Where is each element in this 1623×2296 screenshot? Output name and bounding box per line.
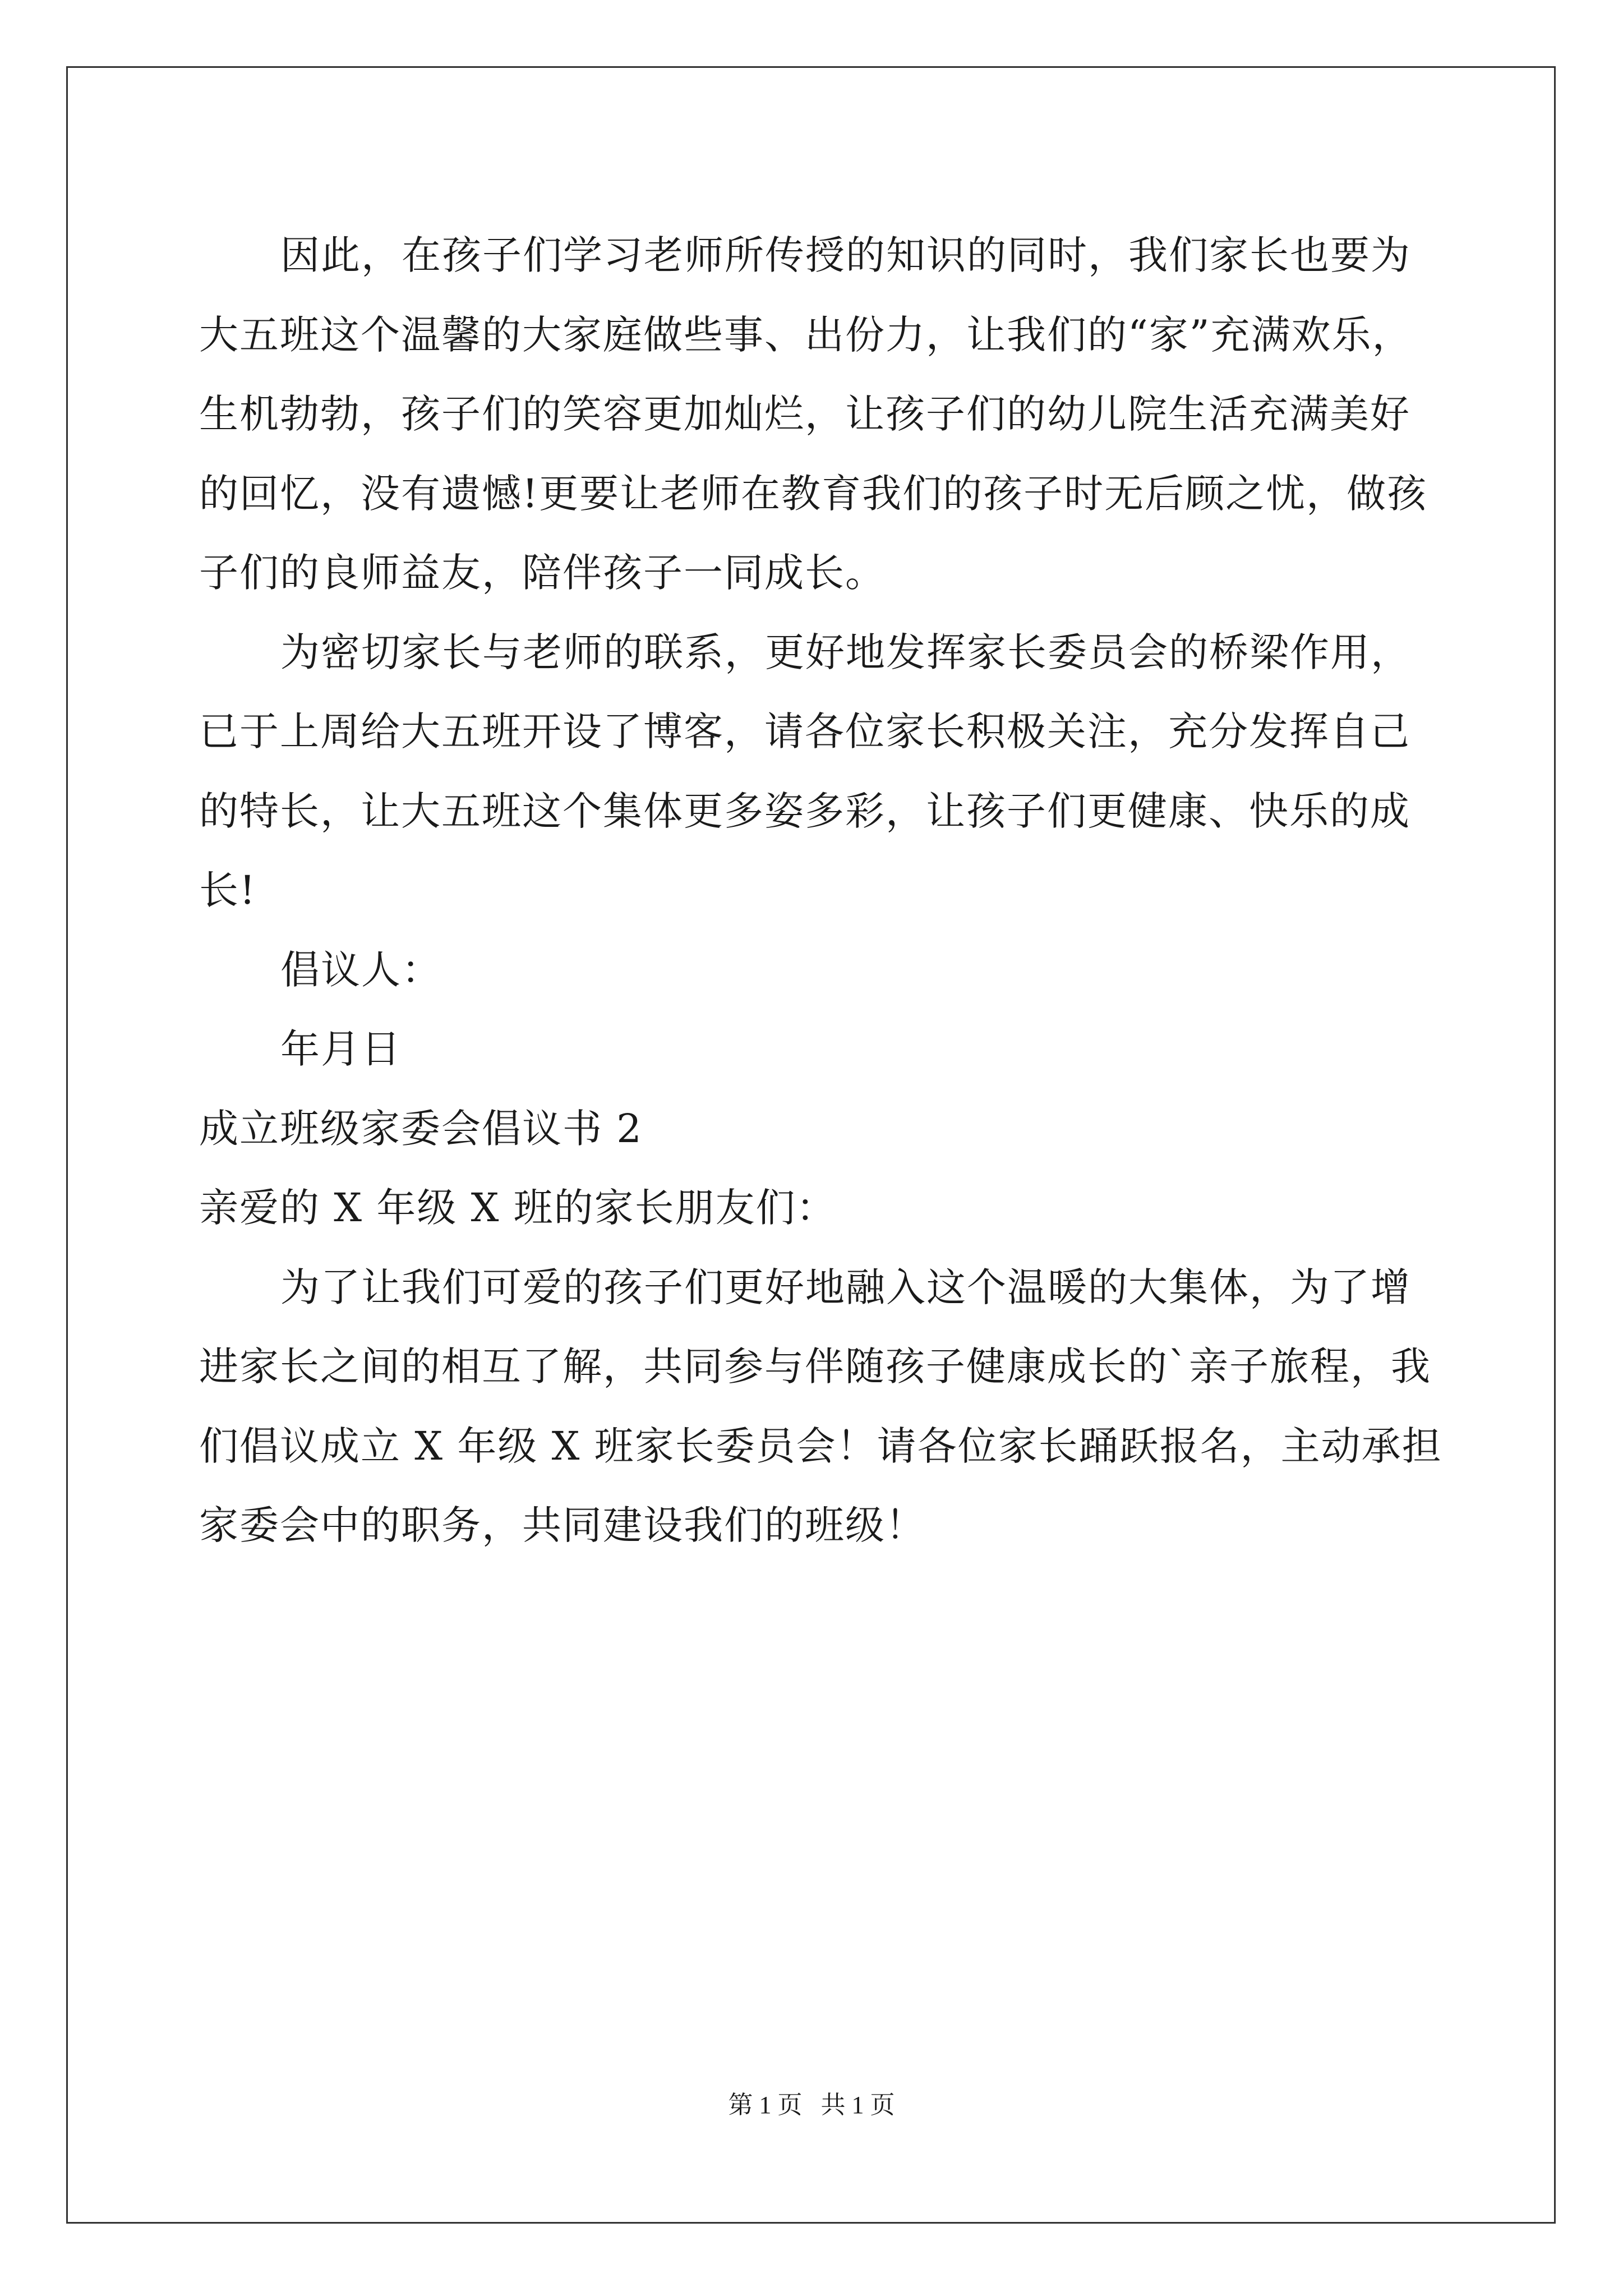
text-line-17: 家委会中的职务，共同建设我们的班级！ — [199, 1502, 926, 1548]
text-line-7: 已于上周给大五班开设了博客，请各位家长积极关注，充分发挥自己 — [199, 708, 1410, 754]
salutation: 亲爱的 X 年级 X 班的家长朋友们： — [199, 1185, 837, 1231]
text-line-15: 进家长之间的相互了解，共同参与伴随孩子健康成长的`亲子旅程，我 — [199, 1343, 1431, 1389]
text-line-3: 生机勃勃，孩子们的笑容更加灿烂，让孩子们的幼儿院生活充满美好 — [199, 391, 1410, 437]
text-line-6: 为密切家长与老师的联系，更好地发挥家长委员会的桥梁作用， — [280, 629, 1411, 675]
date-label: 年月日 — [280, 1026, 402, 1072]
text-line-4: 的回忆，没有遗憾!更要让老师在教育我们的孩子时无后顾之忧，做孩 — [199, 470, 1428, 517]
text-line-14: 为了让我们可爱的孩子们更好地融入这个温暖的大集体，为了增 — [280, 1264, 1411, 1310]
section-title: 成立班级家委会倡议书 2 — [199, 1105, 643, 1152]
page-footer: 第 1 页 共 1 页 — [728, 2091, 895, 2119]
text-line-16: 们倡议成立 X 年级 X 班家长委员会！请各位家长踊跃报名，主动承担 — [199, 1423, 1442, 1469]
proposer-label: 倡议人： — [280, 946, 442, 993]
text-line-8: 的特长，让大五班这个集体更多姿多彩，让孩子们更健康、快乐的成 — [199, 788, 1410, 834]
document-body — [199, 216, 1442, 1566]
text-line-2: 大五班这个温馨的大家庭做些事、出份力，让我们的“家”充满欢乐， — [199, 311, 1413, 358]
text-line-5: 子们的良师益友，陪伴孩子一同成长。 — [199, 550, 886, 596]
text-line-9: 长! — [199, 867, 257, 913]
text-line-1: 因此，在孩子们学习老师所传授的知识的同时，我们家长也要为 — [280, 232, 1411, 278]
